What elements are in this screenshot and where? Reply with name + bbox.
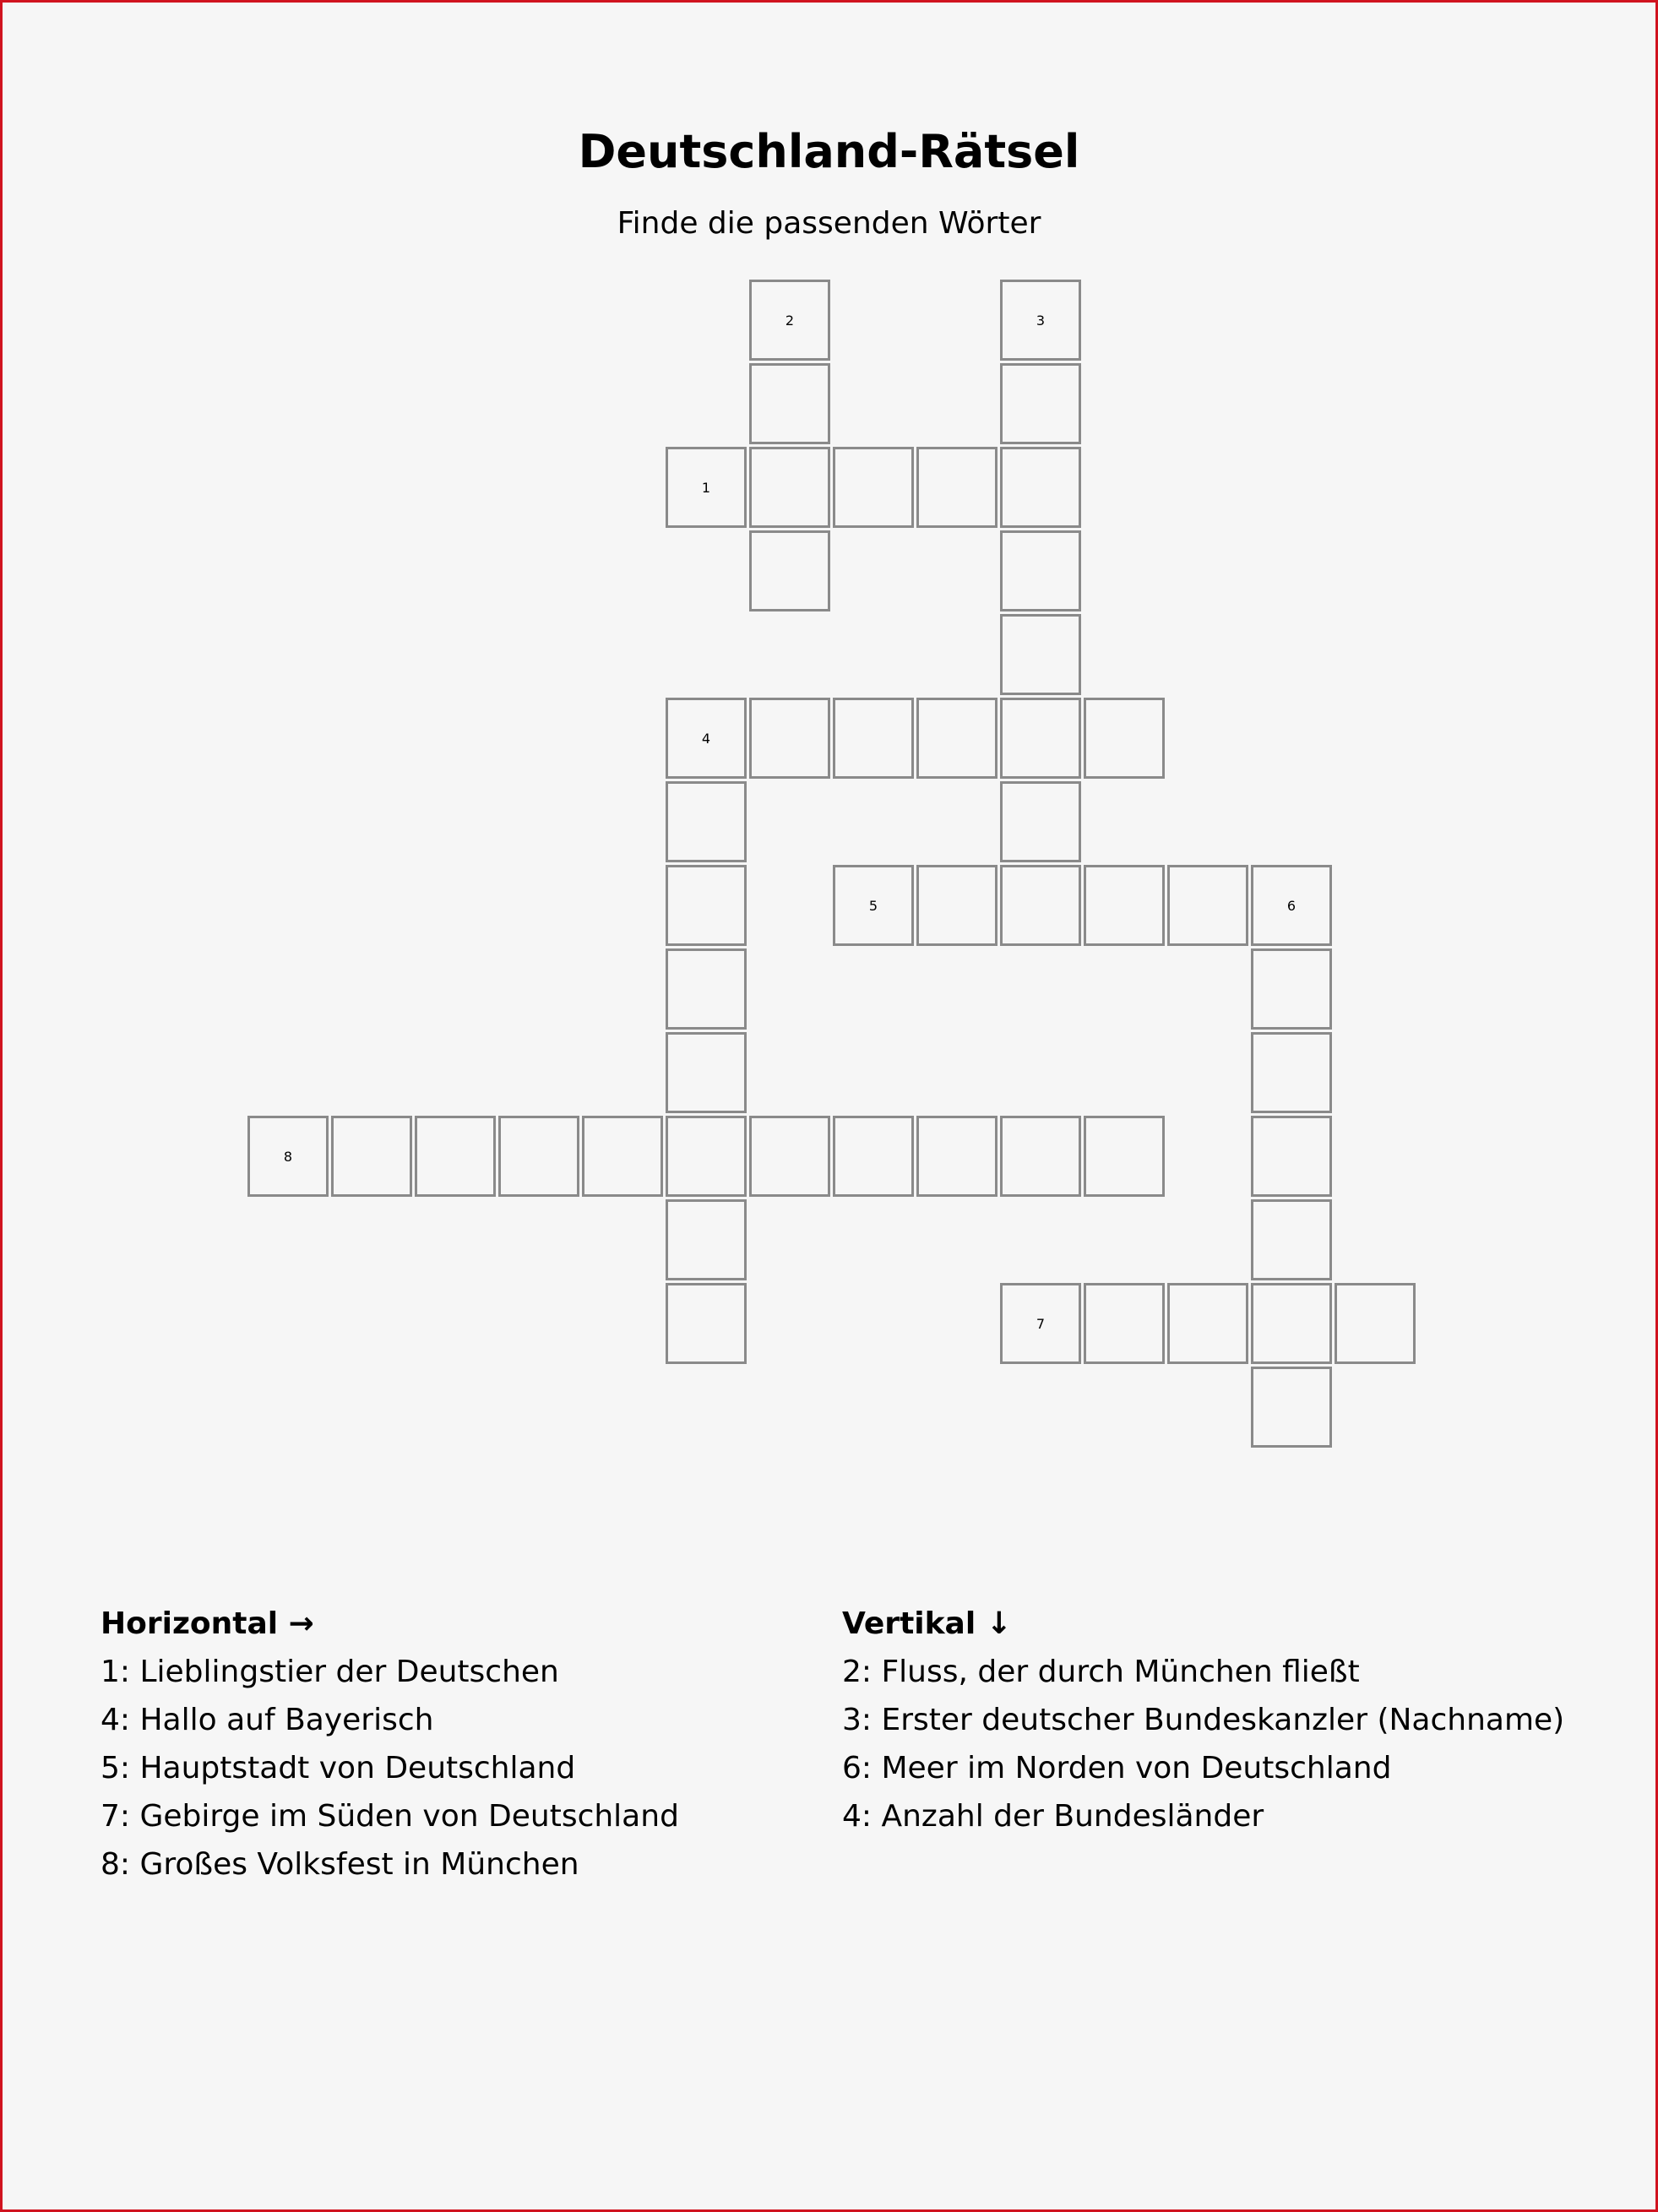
crossword-cell[interactable] [1167, 865, 1248, 946]
crossword-cell[interactable] [1000, 280, 1081, 361]
crossword-cell[interactable] [1084, 1283, 1165, 1364]
clue-number: 4 [701, 730, 711, 747]
crossword-cell[interactable] [749, 363, 830, 444]
crossword-cell[interactable] [916, 1116, 998, 1197]
crossword-cell[interactable] [1084, 698, 1165, 779]
page-subtitle: Finde die passenden Wörter [617, 206, 1041, 241]
clue-item: 5: Hauptstadt von Deutschland [101, 1751, 576, 1785]
clue-number: 1 [701, 479, 711, 496]
crossword-cell[interactable] [1000, 698, 1081, 779]
crossword-cell[interactable] [1251, 1032, 1332, 1113]
crossword-cell[interactable] [1251, 1367, 1332, 1448]
crossword-cell[interactable] [1251, 1199, 1332, 1280]
page-title: Deutschland-Rätsel [578, 125, 1080, 178]
crossword-cell[interactable] [1167, 1283, 1248, 1364]
clue-number: 7 [1036, 1315, 1046, 1332]
crossword-cell[interactable] [1251, 948, 1332, 1030]
crossword-cell[interactable] [749, 1116, 830, 1197]
clue-item: 1: Lieblingstier der Deutschen [101, 1655, 559, 1689]
crossword-cell[interactable] [749, 280, 830, 361]
crossword-cell[interactable] [1000, 865, 1081, 946]
clues-vertical [842, 1601, 1564, 1840]
crossword-cell[interactable] [1335, 1283, 1416, 1364]
clue-item: 7: Gebirge im Süden von Deutschland [101, 1799, 679, 1834]
crossword-cell[interactable] [749, 530, 830, 611]
crossword-cell[interactable] [666, 1116, 747, 1197]
crossword-cell[interactable] [666, 781, 747, 862]
clue-number: 3 [1036, 312, 1046, 329]
clues-horizontal [101, 1601, 679, 1889]
crossword-cell[interactable] [666, 865, 747, 946]
crossword-cell[interactable] [833, 698, 914, 779]
crossword-cell[interactable] [1000, 614, 1081, 695]
clue-number: 5 [868, 897, 878, 914]
crossword-cell[interactable] [1000, 530, 1081, 611]
crossword-cell[interactable] [833, 447, 914, 528]
clue-number: 6 [1286, 897, 1297, 914]
clue-number: 2 [785, 312, 795, 329]
crossword-cell[interactable] [1000, 1283, 1081, 1364]
clue-item: 8: Großes Volksfest in München [101, 1847, 579, 1882]
clue-item: 3: Erster deutscher Bundeskanzler (Nachname) [842, 1703, 1565, 1737]
clues-horizontal-heading: Horizontal → [101, 1606, 314, 1641]
crossword-cell[interactable] [1000, 1116, 1081, 1197]
crossword-cell[interactable] [916, 865, 998, 946]
crossword-cell[interactable] [749, 447, 830, 528]
clue-item: 6: Meer im Norden von Deutschland [842, 1751, 1392, 1785]
clues-vertical-heading: Vertikal ↓ [842, 1606, 1012, 1641]
crossword-cell[interactable] [666, 1032, 747, 1113]
crossword-cell[interactable] [1084, 1116, 1165, 1197]
crossword-cell[interactable] [749, 698, 830, 779]
crossword-cell[interactable] [666, 948, 747, 1030]
crossword-cell[interactable] [916, 447, 998, 528]
clue-item: 4: Hallo auf Bayerisch [101, 1703, 434, 1737]
crossword-cell[interactable] [1251, 1283, 1332, 1364]
crossword-cell[interactable] [1251, 865, 1332, 946]
crossword-cell[interactable] [331, 1116, 412, 1197]
crossword-cell[interactable] [833, 1116, 914, 1197]
crossword-cell[interactable] [582, 1116, 663, 1197]
crossword-cell[interactable] [498, 1116, 579, 1197]
clue-item: 2: Fluss, der durch München fließt [842, 1655, 1360, 1689]
clue-number: 8 [283, 1148, 293, 1165]
crossword-cell[interactable] [666, 1199, 747, 1280]
crossword-cell[interactable] [1251, 1116, 1332, 1197]
crossword-cell[interactable] [1000, 781, 1081, 862]
crossword-cell[interactable] [1084, 865, 1165, 946]
crossword-cell[interactable] [1000, 363, 1081, 444]
crossword-cell[interactable] [1000, 447, 1081, 528]
crossword-cell[interactable] [666, 447, 747, 528]
crossword-cell[interactable] [415, 1116, 496, 1197]
crossword-cell[interactable] [666, 698, 747, 779]
clue-item: 4: Anzahl der Bundesländer [842, 1799, 1264, 1834]
crossword-cell[interactable] [833, 865, 914, 946]
crossword-cell[interactable] [916, 698, 998, 779]
crossword-cell[interactable] [666, 1283, 747, 1364]
crossword-cell[interactable] [247, 1116, 329, 1197]
